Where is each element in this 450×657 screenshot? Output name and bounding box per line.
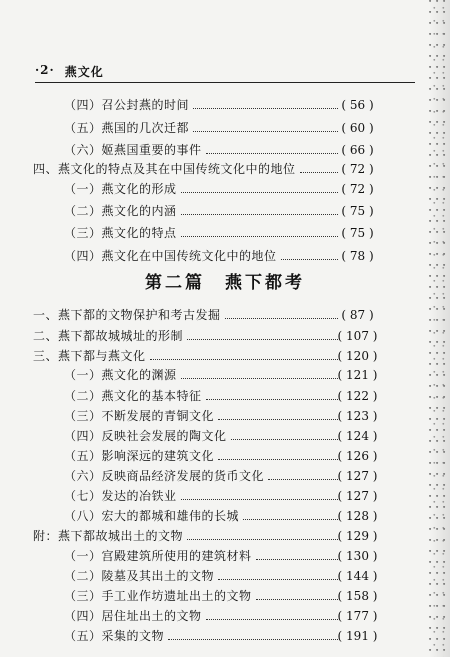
part-two-title: 第二篇 燕下都考 [145, 273, 305, 293]
toc-entry [0, 547, 450, 565]
toc-entry [0, 467, 450, 485]
toc-entry-title: （八）宏大的都城和雄伟的长城 [64, 509, 240, 523]
toc-entry-page: ( 191 ) [337, 629, 378, 643]
toc-entry-page: ( 120 ) [337, 349, 378, 363]
dot-leader [193, 130, 338, 132]
toc-entry-page: ( 122 ) [337, 389, 378, 403]
toc-entry-page: ( 130 ) [337, 549, 378, 563]
toc-entry-page: ( 87 ) [341, 308, 374, 322]
dot-leader [218, 578, 338, 580]
book-title: 燕文化 [64, 65, 104, 79]
dot-leader [243, 518, 338, 520]
toc-entry [0, 141, 450, 159]
dot-leader [187, 538, 338, 540]
dot-leader [218, 418, 338, 420]
toc-entry-title: （六）姬燕国重要的事件 [64, 143, 202, 157]
toc-entry-title: （二）陵墓及其出土的文物 [64, 569, 215, 583]
toc-entry-page: ( 72 ) [341, 162, 374, 176]
toc-entry-page: ( 72 ) [341, 182, 374, 196]
toc-entry [0, 96, 450, 114]
toc-entry-page: ( 123 ) [337, 409, 378, 423]
toc-entry-page: ( 158 ) [337, 589, 378, 603]
toc-entry [0, 407, 450, 425]
toc-entry [0, 607, 450, 625]
toc-entry-title: （一）燕文化的形成 [64, 182, 177, 196]
toc-entry-page: ( 127 ) [337, 489, 378, 503]
toc-entry-title: （五）燕国的几次迁都 [64, 121, 190, 135]
dot-leader [168, 638, 338, 640]
toc-entry [0, 447, 450, 465]
toc-entry-title: 三、燕下都与燕文化 [33, 349, 146, 363]
toc-entry-title: （三）不断发展的青铜文化 [64, 409, 215, 423]
toc-entry-title: （四）召公封燕的时间 [64, 98, 190, 112]
toc-entry-title: （七）发达的冶铁业 [64, 489, 177, 503]
toc-entry [0, 427, 450, 445]
toc-entry-title: （四）居住址出土的文物 [64, 609, 202, 623]
dot-leader [181, 377, 338, 379]
toc-entry-page: ( 75 ) [341, 226, 374, 240]
toc-entry-title: （三）手工业作坊遗址出土的文物 [64, 589, 252, 603]
toc-entry-title: （二）燕文化的内涵 [64, 204, 177, 218]
dot-leader [150, 358, 338, 360]
dot-leader [181, 498, 338, 500]
toc-entry [0, 327, 450, 345]
dot-leader [206, 398, 338, 400]
toc-entry-page: ( 144 ) [337, 569, 378, 583]
toc-entry [0, 347, 450, 365]
toc-entry-title: （六）反映商品经济发展的货币文化 [64, 469, 265, 483]
toc-entry-title: （一）宫殿建筑所使用的建筑材料 [64, 549, 252, 563]
dot-leader [206, 152, 338, 154]
toc-entry [0, 224, 450, 242]
toc-entry-title: （一）燕文化的渊源 [64, 368, 177, 382]
dot-leader [268, 478, 338, 480]
toc-entry-title: 一、燕下都的文物保护和考古发掘 [33, 308, 221, 322]
toc-entry [0, 306, 450, 324]
toc-entry [0, 527, 450, 545]
page-number-label: ·2· [35, 63, 55, 77]
toc-entry-page: ( 75 ) [341, 204, 374, 218]
dot-leader [187, 338, 338, 340]
toc-entry [0, 247, 450, 265]
toc-entry-page: ( 121 ) [337, 368, 378, 382]
toc-entry [0, 366, 450, 384]
toc-entry-page: ( 78 ) [341, 249, 374, 263]
toc-entry-page: ( 127 ) [337, 469, 378, 483]
dot-leader [256, 558, 338, 560]
toc-entry-page: ( 107 ) [337, 329, 378, 343]
toc-entry [0, 567, 450, 585]
toc-entry [0, 180, 450, 198]
toc-entry-title: （三）燕文化的特点 [64, 226, 177, 240]
toc-entry-title: 四、燕文化的特点及其在中国传统文化中的地位 [33, 162, 296, 176]
toc-entry-page: ( 129 ) [337, 529, 378, 543]
toc-entry [0, 387, 450, 405]
toc-entry-title: （四）反映社会发展的陶文化 [64, 429, 227, 443]
toc-entry-title: （二）燕文化的基本特征 [64, 389, 202, 403]
dot-leader [218, 458, 338, 460]
toc-entry-page: ( 177 ) [337, 609, 378, 623]
toc-entry-title: （四）燕文化在中国传统文化中的地位 [64, 249, 277, 263]
toc-entry [0, 587, 450, 605]
toc-entry-title: （五）采集的文物 [64, 629, 165, 643]
dot-leader [193, 107, 338, 109]
dot-leader [206, 618, 338, 620]
toc-entry-title: （五）影响深远的建筑文化 [64, 449, 215, 463]
toc-entry-page: ( 126 ) [337, 449, 378, 463]
dot-leader [181, 213, 338, 215]
toc-entry-page: ( 60 ) [341, 121, 374, 135]
toc-entry-page: ( 124 ) [337, 429, 378, 443]
toc-entry [0, 119, 450, 137]
toc-entry [0, 627, 450, 645]
toc-entry [0, 202, 450, 220]
toc-entry-page: ( 128 ) [337, 509, 378, 523]
toc-entry [0, 160, 450, 178]
toc-entry [0, 507, 450, 525]
toc-entry-page: ( 56 ) [341, 98, 374, 112]
toc-entry-title: 附：燕下都故城出土的文物 [33, 529, 184, 543]
dot-leader [181, 191, 338, 193]
dot-leader [181, 235, 338, 237]
dot-leader [256, 598, 338, 600]
toc-entry-page: ( 66 ) [341, 143, 374, 157]
toc-entry-title: 二、燕下都故城城址的形制 [33, 329, 184, 343]
dot-leader [225, 317, 338, 319]
dot-leader [231, 438, 338, 440]
toc-entry [0, 487, 450, 505]
